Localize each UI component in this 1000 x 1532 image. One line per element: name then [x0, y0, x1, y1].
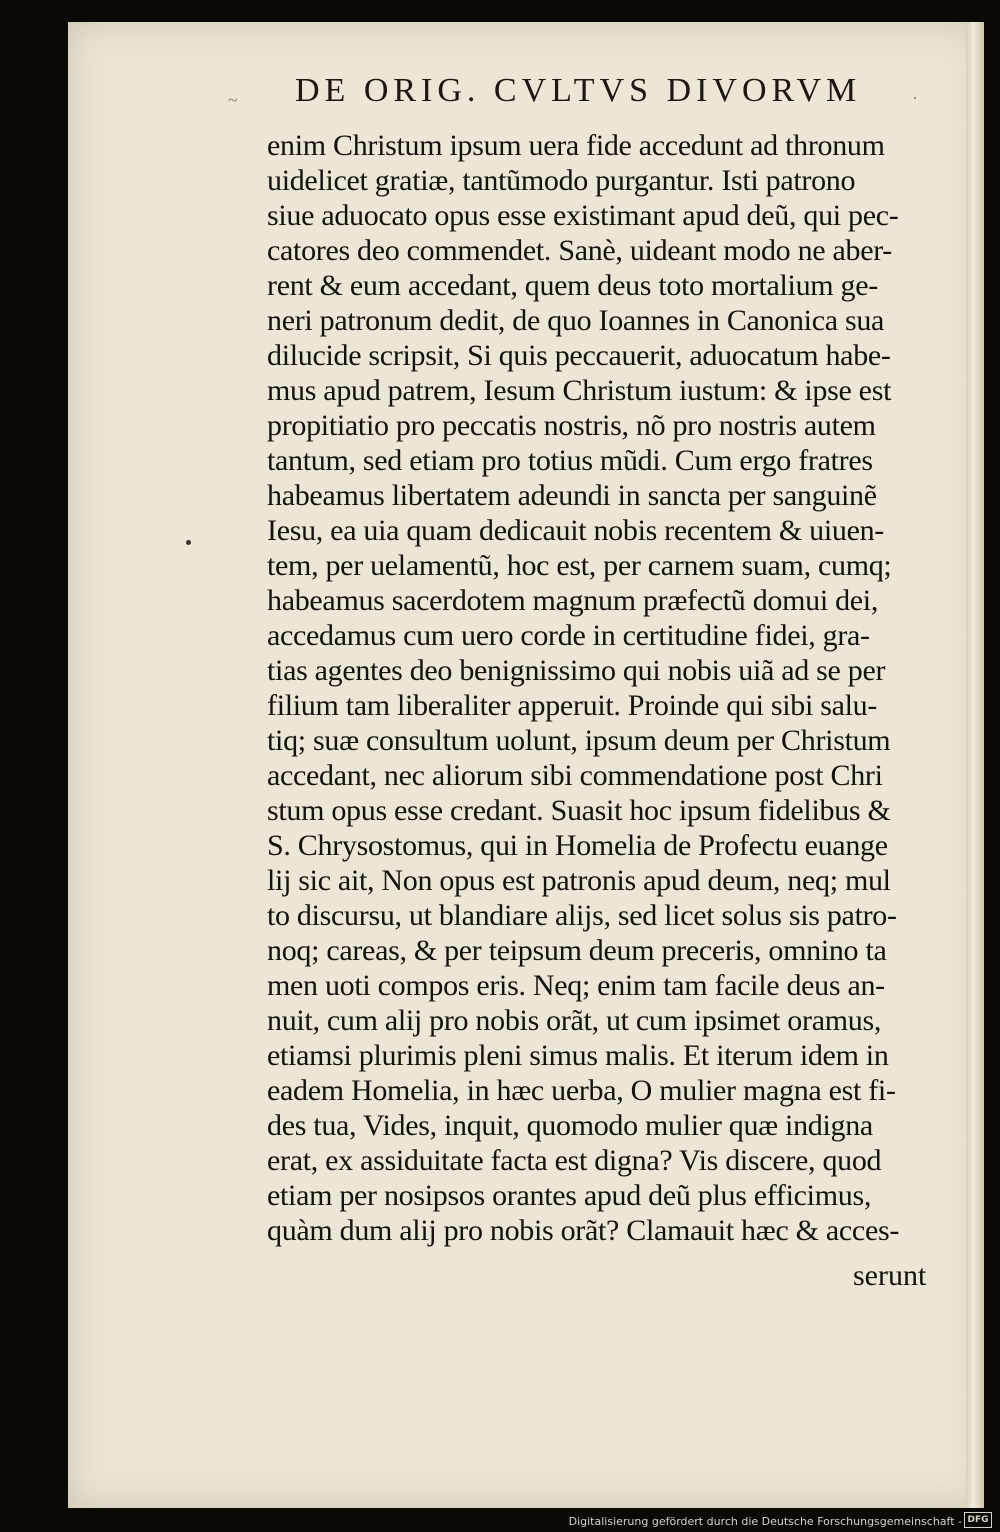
text-line: dilucide scripsit, Si quis peccauerit, aduocatum habe- — [267, 339, 891, 372]
footer-bar — [0, 1508, 1000, 1532]
text-line: uidelicet gratiæ, tantũmodo purgantur. Isti patrono — [267, 164, 856, 197]
head-ornament-left: ~ — [228, 90, 238, 110]
text-line: filium tam liberaliter apperuit. Proinde qui sibi salu- — [267, 689, 878, 722]
text-line: rent & eum accedant, quem deus toto mortalium ge- — [267, 269, 878, 302]
text-line: tiq; suæ consultum uolunt, ipsum deum per Christum — [267, 724, 891, 757]
text-line: S. Chrysostomus, qui in Homelia de Profectu euange — [267, 829, 888, 862]
text-line: etiamsi plurimis pleni simus malis. Et iterum idem in — [267, 1039, 889, 1072]
text-line: men uoti compos eris. Neq; enim tam facile deus an- — [267, 969, 885, 1002]
catchword: serunt — [853, 1259, 927, 1292]
text-line: eadem Homelia, in hæc uerba, O mulier magna est fi- — [267, 1074, 896, 1107]
text-line: Iesu, ea uia quam dedicauit nobis recentem & uiuen- — [267, 514, 884, 547]
text-line: enim Christum ipsum uera fide accedunt ad thronum — [267, 129, 885, 162]
text-line: tias agentes deo benignissimo qui nobis uiã ad se per — [267, 654, 886, 687]
text-line: mus apud patrem, Iesum Christum iustum: & ipse est — [267, 374, 892, 407]
text-line: etiam per nosipsos orantes apud deũ plus efficimus, — [267, 1179, 872, 1212]
text-line: tem, per uelamentũ, hoc est, per carnem suam, cumq; — [267, 549, 892, 582]
text-line: des tua, Vides, inquit, quomodo mulier quæ indigna — [267, 1109, 873, 1142]
head-ornament-right: · — [912, 88, 918, 108]
text-line: accedant, nec aliorum sibi commendatione post Chri — [267, 759, 883, 792]
text-line: siue aduocato opus esse existimant apud deũ, qui pec- — [267, 199, 899, 232]
text-line: propitiatio pro peccatis nostris, nõ pro nostris autem — [267, 409, 876, 442]
running-head: DE ORIG. CVLTVS DIVORVM — [295, 72, 862, 109]
text-line: catores deo commendet. Sanè, uideant modo ne aber- — [267, 234, 892, 267]
text-line: nuit, cum alij pro nobis orãt, ut cum ipsimet oramus, — [267, 1004, 882, 1037]
footer-credit: Digitalisierung gefördert durch die Deutsche Forschungsgemeinschaft - — [568, 1515, 962, 1528]
text-line: to discursu, ut blandiare alijs, sed licet solus sis patro- — [267, 899, 897, 932]
text-line: accedamus cum uero corde in certitudine fidei, gra- — [267, 619, 870, 652]
text-block — [267, 128, 967, 1248]
text-line: quàm dum alij pro nobis orãt? Clamauit hæc & acces- — [267, 1214, 900, 1247]
text-line: erat, ex assiduitate facta est digna? Vis discere, quod — [267, 1144, 882, 1177]
text-line: tantum, sed etiam pro totius mũdi. Cum ergo fratres — [267, 444, 873, 477]
text-line: habeamus sacerdotem magnum præfectũ domui dei, — [267, 584, 879, 617]
text-line: neri patronum dedit, de quo Ioannes in Canonica sua — [267, 304, 885, 337]
text-line: noq; careas, & per teipsum deum preceris, omnino ta — [267, 934, 887, 967]
text-line: lij sic ait, Non opus est patronis apud deum, neq; mul — [267, 864, 891, 897]
dfg-logo: DFG — [964, 1512, 992, 1528]
page-edge — [966, 22, 984, 1508]
text-line: stum opus esse credant. Suasit hoc ipsum fidelibus & — [267, 794, 891, 827]
margin-mark — [186, 540, 191, 545]
text-line: habeamus libertatem adeundi in sancta per sanguinẽ — [267, 479, 877, 512]
